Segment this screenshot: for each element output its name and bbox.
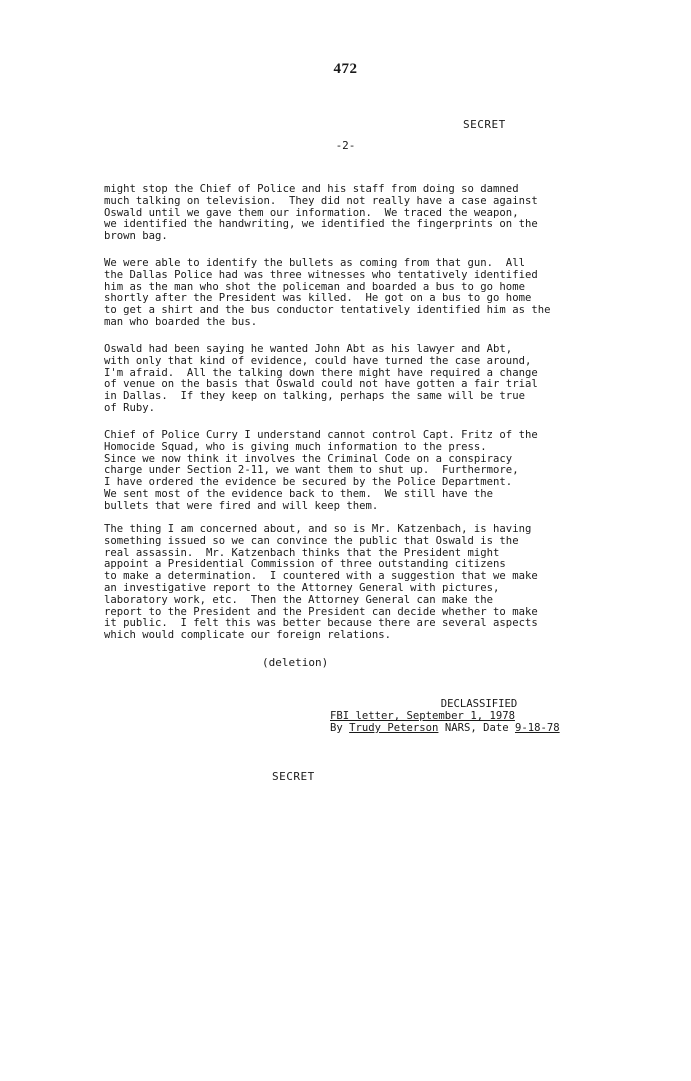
classification-stamp-bottom: SECRET <box>272 770 315 783</box>
declassified-date: 9-18-78 <box>514 722 560 734</box>
declassification-block <box>330 698 600 734</box>
page-number: 472 <box>333 61 358 77</box>
nars-prefix: NARS, Date <box>438 722 515 734</box>
paragraph-5: The thing I am concerned about, and so is Mr. Katzenbach, is having something issued so we can convince the public that Oswald is the real assassin. Mr. Katzenbach thinks that the President might appoint a Presidential Commission of three outstanding citizens to make a determination. I countered with a suggestion that we make an investigative report to the Attorney General with pictures, laboratory work, etc. Then the Attorney General can make the report to the President and the President can decide whether to make it public. I felt this was better because there are several aspects which would complicate our foreign relations. <box>104 523 538 642</box>
paragraph-3: Oswald had been saying he wanted John Abt as his lawyer and Abt, with only that kind of evidence, could have turned the case around, I'm afraid. All the talking down there might have required a change of venue on the basis that Oswald could not have gotten a fair trial in Dallas. If they keep on talking, perhaps the same will be true of Ruby. <box>104 343 538 414</box>
declassified-letter-line: FBI letter, September 1, 1978 <box>330 710 515 722</box>
declassifier-name: Trudy Peterson <box>349 722 439 734</box>
paragraph-4: Chief of Police Curry I understand cannot control Capt. Fritz of the Homocide Squad, who is giving much information to the press. Since we now think it involves the Criminal Code on a conspiracy charge under Section 2-11, we want them to shut up. Furthermore, I have ordered the evidence be secured by the Police Department. We sent most of the evidence back to them. We still have the bullets that were fired and will keep them. <box>104 429 538 512</box>
by-prefix: By <box>330 722 350 734</box>
paragraph-2: We were able to identify the bullets as coming from that gun. All the Dallas Police had was three witnesses who tentatively identified him as the man who shot the policeman and boarded a bus to go home shortly after the President was killed. He got on a bus to go home to get a shirt and the bus conductor tentatively identified him as the man who boarded the bus. <box>104 257 551 328</box>
declassified-by-line <box>330 722 600 734</box>
classification-stamp-top: SECRET <box>463 118 506 131</box>
page-sequence: -2- <box>335 139 356 152</box>
declassified-source <box>330 710 600 722</box>
deletion-marker: (deletion) <box>262 656 329 669</box>
paragraph-1: might stop the Chief of Police and his staff from doing so damned much talking on television. They did not really have a case against Oswald until we gave them our information. We traced the weapon, we identified the handwriting, we identified the fingerprints on the brown bag. <box>104 183 538 243</box>
declassified-title: DECLASSIFIED <box>440 698 518 710</box>
